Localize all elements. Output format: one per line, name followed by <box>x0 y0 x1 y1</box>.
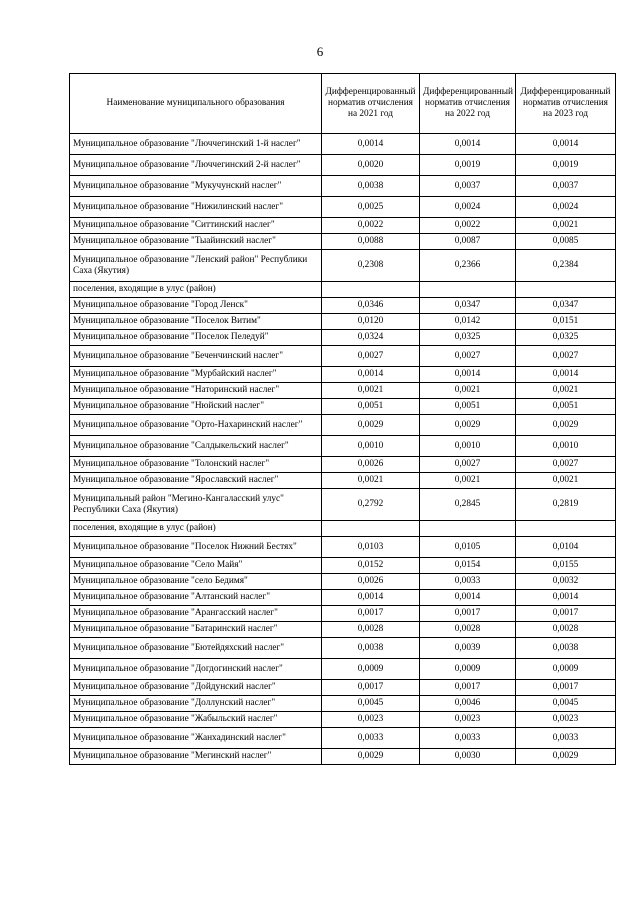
value-2022-cell: 0,0021 <box>420 473 516 489</box>
value-2023-cell: 0,0019 <box>516 155 616 176</box>
header-municipality: Наименование муниципального образования <box>70 74 322 134</box>
table-row <box>70 250 616 282</box>
table-row <box>70 218 616 234</box>
value-2023-cell: 0,0017 <box>516 606 616 622</box>
municipality-name-cell: Муниципальное образование "Жабыльский наслег" <box>70 712 322 728</box>
table-row <box>70 728 616 749</box>
value-2023-cell: 0,0021 <box>516 473 616 489</box>
value-2023-cell: 0,2384 <box>516 250 616 282</box>
value-2022-cell: 0,0019 <box>420 155 516 176</box>
value-2023-cell: 0,0021 <box>516 383 616 399</box>
municipality-name-cell: Муниципальное образование "Доллунский наслег" <box>70 696 322 712</box>
value-2021-cell: 0,0324 <box>322 330 420 346</box>
value-2022-cell: 0,0033 <box>420 728 516 749</box>
value-2022-cell: 0,0033 <box>420 574 516 590</box>
municipality-name-cell: Муниципальное образование "Нюйский наслег" <box>70 399 322 415</box>
value-2021-cell: 0,0088 <box>322 234 420 250</box>
municipality-name-cell: поселения, входящие в улус (район) <box>70 282 322 298</box>
value-2023-cell: 0,0051 <box>516 399 616 415</box>
value-2021-cell: 0,0009 <box>322 659 420 680</box>
table-row <box>70 234 616 250</box>
municipality-name-cell: Муниципальное образование "село Бедимя" <box>70 574 322 590</box>
table-row <box>70 282 616 298</box>
municipality-name-cell: Муниципальное образование "Ситтинский наслег" <box>70 218 322 234</box>
value-2022-cell: 0,0017 <box>420 606 516 622</box>
value-2023-cell: 0,0014 <box>516 134 616 155</box>
value-2022-cell <box>420 282 516 298</box>
value-2023-cell: 0,0032 <box>516 574 616 590</box>
value-2022-cell: 0,0009 <box>420 659 516 680</box>
value-2022-cell: 0,0028 <box>420 622 516 638</box>
value-2021-cell: 0,0038 <box>322 638 420 659</box>
table-row <box>70 606 616 622</box>
value-2022-cell: 0,0046 <box>420 696 516 712</box>
header-2021: Дифференцированный норматив отчисления на 2021 год <box>322 74 420 134</box>
municipality-name-cell: Муниципальное образование "Ленский район" Республики Саха (Якутия) <box>70 250 322 282</box>
value-2021-cell: 0,0029 <box>322 415 420 436</box>
value-2022-cell: 0,0087 <box>420 234 516 250</box>
value-2021-cell: 0,0022 <box>322 218 420 234</box>
value-2023-cell: 0,0155 <box>516 558 616 574</box>
value-2021-cell: 0,0014 <box>322 134 420 155</box>
value-2023-cell: 0,0021 <box>516 218 616 234</box>
table-row <box>70 399 616 415</box>
value-2023-cell <box>516 282 616 298</box>
table-row <box>70 638 616 659</box>
table-row <box>70 298 616 314</box>
table-row <box>70 537 616 558</box>
table-row <box>70 590 616 606</box>
value-2023-cell: 0,0104 <box>516 537 616 558</box>
municipality-name-cell: Муниципальное образование "Толонский наслег" <box>70 457 322 473</box>
table-row <box>70 473 616 489</box>
value-2022-cell: 0,0039 <box>420 638 516 659</box>
table-row <box>70 521 616 537</box>
table-row <box>70 134 616 155</box>
value-2023-cell: 0,0085 <box>516 234 616 250</box>
table-row <box>70 415 616 436</box>
municipality-name-cell: Муниципальное образование "Мукучунский наслег" <box>70 176 322 197</box>
value-2021-cell: 0,0010 <box>322 436 420 457</box>
value-2022-cell: 0,0027 <box>420 457 516 473</box>
value-2021-cell: 0,0017 <box>322 606 420 622</box>
municipality-name-cell: Муниципальное образование "Мурбайский наслег" <box>70 367 322 383</box>
value-2021-cell: 0,0028 <box>322 622 420 638</box>
header-2023: Дифференцированный норматив отчисления на 2023 год <box>516 74 616 134</box>
municipality-name-cell: Муниципальное образование "Нижилинский наслег" <box>70 197 322 218</box>
value-2021-cell <box>322 282 420 298</box>
value-2022-cell: 0,0014 <box>420 134 516 155</box>
table-row <box>70 574 616 590</box>
value-2021-cell: 0,2308 <box>322 250 420 282</box>
value-2023-cell: 0,0009 <box>516 659 616 680</box>
table-row <box>70 436 616 457</box>
municipality-name-cell: Муниципальное образование "Люччегинский 1-й наслег" <box>70 134 322 155</box>
value-2022-cell: 0,0325 <box>420 330 516 346</box>
value-2022-cell: 0,0037 <box>420 176 516 197</box>
table-row <box>70 176 616 197</box>
table-row <box>70 680 616 696</box>
table-row <box>70 457 616 473</box>
value-2023-cell <box>516 521 616 537</box>
municipality-name-cell: Муниципальное образование "Ярославский наслег" <box>70 473 322 489</box>
municipality-name-cell: Муниципальное образование "Догдогинский наслег" <box>70 659 322 680</box>
value-2022-cell: 0,0051 <box>420 399 516 415</box>
municipality-name-cell: Муниципальное образование "Батаринский наслег" <box>70 622 322 638</box>
value-2022-cell <box>420 521 516 537</box>
value-2023-cell: 0,2819 <box>516 489 616 521</box>
municipality-name-cell: Муниципальное образование "Наторинский наслег" <box>70 383 322 399</box>
table-body <box>70 134 616 765</box>
value-2023-cell: 0,0023 <box>516 712 616 728</box>
value-2021-cell: 0,0051 <box>322 399 420 415</box>
value-2021-cell: 0,0021 <box>322 473 420 489</box>
value-2023-cell: 0,0347 <box>516 298 616 314</box>
value-2023-cell: 0,0029 <box>516 415 616 436</box>
header-2022: Дифференцированный норматив отчисления на 2022 год <box>420 74 516 134</box>
municipality-name-cell: Муниципальное образование "Поселок Витим" <box>70 314 322 330</box>
value-2022-cell: 0,0014 <box>420 367 516 383</box>
value-2023-cell: 0,0038 <box>516 638 616 659</box>
value-2022-cell: 0,2366 <box>420 250 516 282</box>
value-2023-cell: 0,0014 <box>516 590 616 606</box>
value-2021-cell: 0,0152 <box>322 558 420 574</box>
table-row <box>70 622 616 638</box>
value-2022-cell: 0,0105 <box>420 537 516 558</box>
value-2022-cell: 0,0030 <box>420 749 516 765</box>
value-2021-cell: 0,0045 <box>322 696 420 712</box>
value-2023-cell: 0,0151 <box>516 314 616 330</box>
page-number: 6 <box>316 44 324 59</box>
value-2021-cell: 0,0021 <box>322 383 420 399</box>
value-2023-cell: 0,0028 <box>516 622 616 638</box>
value-2023-cell: 0,0017 <box>516 680 616 696</box>
municipality-name-cell: Муниципальное образование "Жанхадинский наслег" <box>70 728 322 749</box>
value-2023-cell: 0,0027 <box>516 457 616 473</box>
value-2022-cell: 0,0347 <box>420 298 516 314</box>
value-2023-cell: 0,0014 <box>516 367 616 383</box>
table-row <box>70 314 616 330</box>
value-2022-cell: 0,0022 <box>420 218 516 234</box>
table-row <box>70 197 616 218</box>
municipality-name-cell: Муниципальное образование "Поселок Пеледуй" <box>70 330 322 346</box>
municipality-name-cell: Муниципальное образование "Село Майя" <box>70 558 322 574</box>
municipality-name-cell: Муниципальное образование "Арангасский наслег" <box>70 606 322 622</box>
municipality-name-cell: Муниципальное образование "Мегинский наслег" <box>70 749 322 765</box>
value-2021-cell: 0,0027 <box>322 346 420 367</box>
value-2021-cell: 0,0029 <box>322 749 420 765</box>
table-row <box>70 712 616 728</box>
municipality-name-cell: Муниципальное образование "Дойдунский наслег" <box>70 680 322 696</box>
value-2022-cell: 0,0023 <box>420 712 516 728</box>
table-row <box>70 330 616 346</box>
value-2021-cell: 0,0038 <box>322 176 420 197</box>
municipality-name-cell: Муниципальное образование "Салдыкельский наслег" <box>70 436 322 457</box>
municipality-name-cell: Муниципальный район "Мегино-Кангаласский улус" Республики Саха (Якутия) <box>70 489 322 521</box>
value-2022-cell: 0,0017 <box>420 680 516 696</box>
table-row <box>70 383 616 399</box>
value-2021-cell: 0,0346 <box>322 298 420 314</box>
value-2023-cell: 0,0033 <box>516 728 616 749</box>
value-2022-cell: 0,0154 <box>420 558 516 574</box>
value-2022-cell: 0,0027 <box>420 346 516 367</box>
value-2021-cell: 0,0014 <box>322 590 420 606</box>
municipality-name-cell: Муниципальное образование "Поселок Нижний Бестях" <box>70 537 322 558</box>
table-row <box>70 346 616 367</box>
value-2023-cell: 0,0027 <box>516 346 616 367</box>
table-row <box>70 659 616 680</box>
table-row <box>70 367 616 383</box>
value-2023-cell: 0,0024 <box>516 197 616 218</box>
value-2021-cell: 0,0026 <box>322 574 420 590</box>
table-row <box>70 696 616 712</box>
table-row <box>70 749 616 765</box>
municipality-name-cell: поселения, входящие в улус (район) <box>70 521 322 537</box>
municipality-name-cell: Муниципальное образование "Город Ленск" <box>70 298 322 314</box>
value-2022-cell: 0,0029 <box>420 415 516 436</box>
value-2021-cell: 0,0026 <box>322 457 420 473</box>
municipality-name-cell: Муниципальное образование "Орто-Нахаринский наслег" <box>70 415 322 436</box>
norm-table <box>69 73 616 765</box>
value-2022-cell: 0,0014 <box>420 590 516 606</box>
municipality-name-cell: Муниципальное образование "Бютейдяхский наслег" <box>70 638 322 659</box>
value-2021-cell: 0,0014 <box>322 367 420 383</box>
value-2021-cell: 0,0033 <box>322 728 420 749</box>
value-2021-cell <box>322 521 420 537</box>
municipality-name-cell: Муниципальное образование "Беченчинский наслег" <box>70 346 322 367</box>
value-2023-cell: 0,0325 <box>516 330 616 346</box>
value-2021-cell: 0,2792 <box>322 489 420 521</box>
municipality-name-cell: Муниципальное образование "Алтанский наслег" <box>70 590 322 606</box>
value-2023-cell: 0,0029 <box>516 749 616 765</box>
value-2022-cell: 0,0142 <box>420 314 516 330</box>
table-row <box>70 155 616 176</box>
table-row <box>70 489 616 521</box>
value-2022-cell: 0,0021 <box>420 383 516 399</box>
value-2021-cell: 0,0020 <box>322 155 420 176</box>
municipality-name-cell: Муниципальное образование "Тыайинский наслег" <box>70 234 322 250</box>
value-2023-cell: 0,0037 <box>516 176 616 197</box>
value-2021-cell: 0,0103 <box>322 537 420 558</box>
table-header-row <box>70 74 616 134</box>
value-2022-cell: 0,0024 <box>420 197 516 218</box>
value-2023-cell: 0,0010 <box>516 436 616 457</box>
value-2021-cell: 0,0023 <box>322 712 420 728</box>
value-2021-cell: 0,0120 <box>322 314 420 330</box>
municipality-name-cell: Муниципальное образование "Люччегинский 2-й наслег" <box>70 155 322 176</box>
value-2021-cell: 0,0025 <box>322 197 420 218</box>
value-2021-cell: 0,0017 <box>322 680 420 696</box>
value-2022-cell: 0,0010 <box>420 436 516 457</box>
value-2022-cell: 0,2845 <box>420 489 516 521</box>
table-row <box>70 558 616 574</box>
value-2023-cell: 0,0045 <box>516 696 616 712</box>
